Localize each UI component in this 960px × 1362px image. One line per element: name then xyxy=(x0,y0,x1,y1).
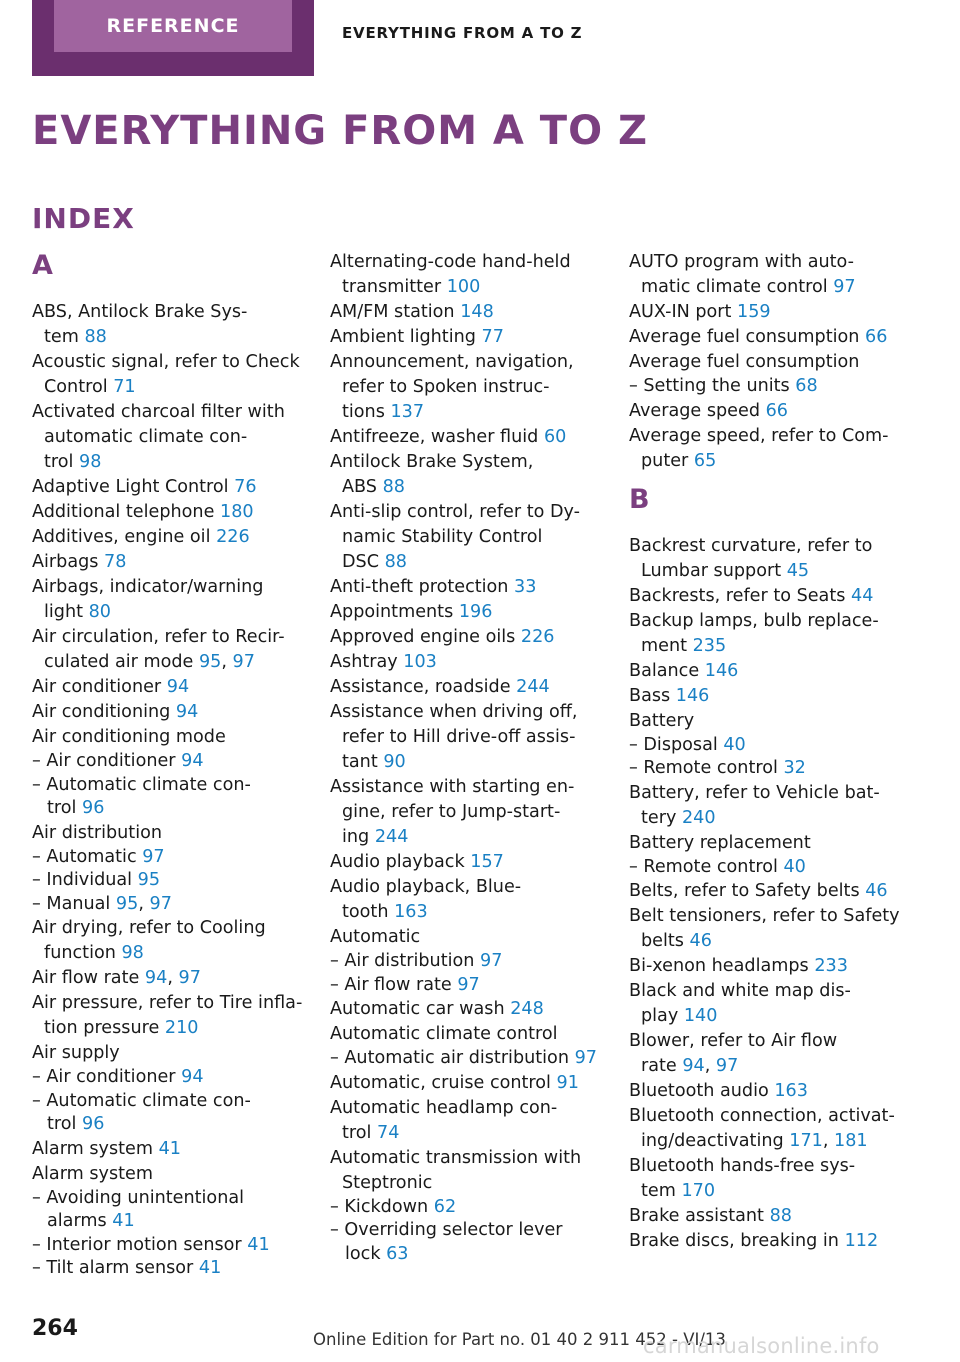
page-link[interactable]: 78 xyxy=(104,552,127,572)
entry-text: Backrest curvature, refer to xyxy=(629,535,873,556)
entry-text: Air conditioning mode xyxy=(32,727,226,747)
entry-text: trol xyxy=(342,1122,377,1143)
section-title: EVERYTHING FROM A TO Z xyxy=(342,24,583,42)
index-subentry xyxy=(330,974,602,998)
entry-text: – Automatic air distribution xyxy=(330,1048,575,1068)
entry-text: – Air flow rate xyxy=(330,974,458,995)
entry-text: Additional telephone xyxy=(32,502,220,522)
page-link[interactable]: 45 xyxy=(786,560,810,581)
index-entry xyxy=(629,831,901,856)
entry-text: Black and white map dis- xyxy=(629,981,851,1001)
entry-text: – Setting the units xyxy=(629,376,796,396)
page-link[interactable]: 46 xyxy=(689,931,712,951)
entry-text: function xyxy=(44,943,122,963)
index-entry xyxy=(629,979,901,1029)
index-entry xyxy=(629,399,901,424)
page-link[interactable]: 94 xyxy=(682,1056,705,1076)
page-link[interactable]: 137 xyxy=(390,402,425,422)
entry-text: Alarm system xyxy=(32,1163,153,1184)
entry-text: gine, refer to Jump-start- xyxy=(342,802,561,822)
page-link[interactable]: 112 xyxy=(844,1231,879,1251)
index-subentry xyxy=(330,1219,602,1266)
index-entry xyxy=(32,700,302,725)
index-entry xyxy=(32,400,302,475)
index-entry xyxy=(330,575,602,600)
entry-text: refer to Hill drive-off assis- xyxy=(342,727,576,747)
entry-text: Bi-xenon headlamps xyxy=(629,956,815,976)
index-entry xyxy=(629,250,901,300)
page-link[interactable]: 95 xyxy=(137,870,161,890)
page-link[interactable]: 235 xyxy=(692,635,727,656)
page-link[interactable]: 103 xyxy=(403,652,437,672)
page-link[interactable]: 98 xyxy=(121,943,144,963)
page-link[interactable]: 100 xyxy=(446,277,481,297)
entry-text: Automatic xyxy=(330,927,421,947)
index-entry xyxy=(32,475,302,500)
entry-text: automatic climate con- xyxy=(44,427,248,447)
index-entry xyxy=(330,1022,602,1047)
page-link[interactable]: 248 xyxy=(510,999,544,1019)
entry-text: rate xyxy=(641,1056,683,1076)
index-entry xyxy=(32,1041,302,1066)
page-link[interactable]: 140 xyxy=(683,1006,718,1026)
index-entry xyxy=(330,600,602,625)
page-link[interactable]: 96 xyxy=(82,1114,105,1134)
index-entry xyxy=(330,850,602,875)
index-entry xyxy=(629,300,901,325)
index-entry xyxy=(629,534,901,584)
index-subentry xyxy=(330,950,602,974)
entry-text: tem xyxy=(641,1181,682,1201)
index-entry xyxy=(330,325,602,350)
edition-note: Online Edition for Part no. 01 40 2 911 452 - VI/13 xyxy=(313,1330,726,1349)
entry-text: ABS, Antilock Brake Sys- xyxy=(32,302,248,322)
index-subentry xyxy=(629,856,901,880)
entry-text: Antifreeze, washer fluid xyxy=(330,427,544,447)
entry-text: Battery replacement xyxy=(629,832,811,853)
page-link[interactable]: 97 xyxy=(149,893,172,914)
index-subentry xyxy=(32,1234,302,1258)
entry-text: Belt tensioners, refer to Safety xyxy=(629,906,900,926)
page-link[interactable]: 181 xyxy=(834,1131,868,1151)
entry-text: Brake assistant xyxy=(629,1206,770,1226)
index-entry xyxy=(32,916,302,966)
entry-text: Ambient lighting xyxy=(330,327,482,347)
page-link[interactable]: 97 xyxy=(142,846,165,867)
entry-text: Bass xyxy=(629,685,676,706)
entry-text: Air drying, refer to Cooling xyxy=(32,918,266,938)
entry-text: – Air conditioner xyxy=(32,1067,182,1087)
index-entry xyxy=(629,1204,901,1229)
entry-text: Anti-theft protection xyxy=(330,577,515,597)
index-subentry xyxy=(32,774,302,821)
entry-text: refer to Spoken instruc- xyxy=(342,377,550,397)
page-link[interactable]: 40 xyxy=(783,856,806,877)
page-link[interactable]: 163 xyxy=(774,1081,808,1101)
page-link[interactable]: 41 xyxy=(158,1138,181,1159)
page-link[interactable]: 80 xyxy=(88,602,111,622)
index-entry xyxy=(629,584,901,609)
index-entry xyxy=(629,350,901,375)
index-entry xyxy=(32,991,302,1041)
entry-text: matic climate control xyxy=(641,277,834,297)
page-link[interactable]: 66 xyxy=(765,400,788,421)
entry-text: Antilock Brake System, xyxy=(330,452,534,472)
entry-text: Average speed xyxy=(629,400,766,421)
page-link[interactable]: 226 xyxy=(216,527,250,547)
page-link[interactable]: 163 xyxy=(394,902,428,922)
page-link[interactable]: 90 xyxy=(383,752,406,772)
entry-text: Backup lamps, bulb replace- xyxy=(629,610,879,631)
entry-text: Audio playback xyxy=(330,852,471,872)
page-link[interactable]: 95 xyxy=(115,893,139,914)
index-entry xyxy=(330,425,602,450)
page-title: EVERYTHING FROM A TO Z xyxy=(32,108,649,154)
entry-text: Average fuel consumption xyxy=(629,352,860,372)
entry-text: belts xyxy=(641,931,690,951)
entry-text: tem xyxy=(44,327,85,347)
page-link[interactable]: 41 xyxy=(198,1258,222,1278)
entry-text: Automatic transmission with xyxy=(330,1147,582,1168)
index-subentry xyxy=(629,375,901,399)
entry-text: Airbags xyxy=(32,552,105,572)
page-link[interactable]: 146 xyxy=(675,685,710,706)
entry-text: tant xyxy=(342,752,384,772)
entry-text: Lumbar support xyxy=(641,560,787,581)
index-entry xyxy=(330,1096,602,1146)
entry-text: – Air distribution xyxy=(330,951,480,971)
entry-text: ABS xyxy=(342,477,383,497)
entry-text: Air conditioner xyxy=(32,677,167,697)
entry-text: culated air mode xyxy=(44,652,199,672)
entry-text: Appointments xyxy=(330,602,459,622)
entry-text: – Disposal xyxy=(629,734,724,755)
index-entry xyxy=(32,675,302,700)
index-subentry xyxy=(32,1090,302,1137)
entry-text: Battery, refer to Vehicle bat- xyxy=(629,782,880,803)
page-link[interactable]: 146 xyxy=(704,660,739,681)
entry-text: Air supply xyxy=(32,1043,120,1063)
index-entry xyxy=(629,879,901,904)
entry-text: play xyxy=(641,1006,684,1026)
index-entry xyxy=(629,781,901,831)
page-link[interactable]: 88 xyxy=(84,327,107,347)
index-entry xyxy=(629,1079,901,1104)
page-link[interactable]: 88 xyxy=(769,1206,792,1226)
page-link[interactable]: 170 xyxy=(681,1181,716,1201)
entry-text: – Automatic climate con- xyxy=(32,774,251,795)
index-entry xyxy=(32,525,302,550)
index-letter-heading: B xyxy=(629,483,650,515)
entry-text: AM/FM station xyxy=(330,302,461,322)
entry-text: lock xyxy=(345,1243,387,1264)
watermark: carmanualsonline.info xyxy=(643,1334,880,1358)
entry-text: Brake discs, breaking in xyxy=(629,1231,845,1251)
page-link[interactable]: 33 xyxy=(514,577,537,597)
page-link[interactable]: 233 xyxy=(814,956,848,976)
entry-text: Average fuel consumption xyxy=(629,327,865,347)
entry-text: Air conditioning xyxy=(32,702,176,722)
entry-text: trol xyxy=(47,798,82,818)
entry-text: Activated charcoal filter with xyxy=(32,402,285,422)
index-entry xyxy=(330,700,602,775)
entry-text: trol xyxy=(44,452,79,472)
index-subentry xyxy=(330,1196,602,1220)
page-link[interactable]: 94 xyxy=(144,968,168,988)
entry-text: – Automatic climate con- xyxy=(32,1090,251,1111)
entry-text: Average speed, refer to Com- xyxy=(629,425,889,446)
page-link[interactable]: 180 xyxy=(220,502,254,522)
entry-text: – Manual xyxy=(32,893,116,914)
page-link[interactable]: 210 xyxy=(164,1018,199,1038)
page-link[interactable]: 196 xyxy=(458,602,493,622)
page-link[interactable]: 74 xyxy=(377,1122,400,1143)
entry-text: Balance xyxy=(629,660,705,681)
entry-text: Airbags, indicator/warning xyxy=(32,577,264,597)
entry-text: Approved engine oils xyxy=(330,627,521,647)
entry-text: Automatic, cruise control xyxy=(330,1072,557,1093)
index-entry xyxy=(32,300,302,350)
entry-text: – Kickdown xyxy=(330,1196,434,1217)
entry-text: – Remote control xyxy=(629,758,784,778)
page-link[interactable]: 40 xyxy=(723,734,746,755)
entry-text: ing xyxy=(342,827,375,847)
index-entry xyxy=(629,954,901,979)
reference-tab[interactable] xyxy=(32,0,314,76)
index-entry xyxy=(32,821,302,846)
index-subentry xyxy=(629,734,901,758)
page-link[interactable]: 157 xyxy=(470,852,504,872)
page-link[interactable]: 97 xyxy=(232,652,255,672)
entry-text: Blower, refer to Air flow xyxy=(629,1031,838,1051)
page-number: 264 xyxy=(32,1316,78,1341)
index-entry xyxy=(32,575,302,625)
index-entry xyxy=(629,659,901,684)
entry-text: trol xyxy=(47,1114,82,1134)
page-link[interactable]: 97 xyxy=(178,968,201,988)
entry-text: AUTO program with auto- xyxy=(629,252,854,272)
entry-text: Air circulation, refer to Recir- xyxy=(32,627,285,647)
entry-text: tery xyxy=(641,807,682,828)
entry-text: Assistance when driving off, xyxy=(330,702,578,722)
entry-text: AUX-IN port xyxy=(629,302,738,322)
index-subentry xyxy=(32,1066,302,1090)
page-link[interactable]: 159 xyxy=(737,302,771,322)
entry-text: Control xyxy=(44,377,114,397)
index-subentry xyxy=(32,1257,302,1281)
index-entry xyxy=(629,325,901,350)
entry-text: DSC xyxy=(342,552,385,572)
index-entry xyxy=(629,424,901,474)
page-link[interactable]: 44 xyxy=(851,585,874,606)
index-entry xyxy=(330,997,602,1022)
entry-text: transmitter xyxy=(342,277,447,297)
entry-text: Assistance, roadside xyxy=(330,677,517,697)
index-entry: Air flow rate 94, 97 xyxy=(32,968,201,988)
entry-text: Alarm system xyxy=(32,1138,159,1159)
index-entry: Blower, refer to Air flow rate 94, 97 xyxy=(629,1031,838,1076)
entry-text: Backrests, refer to Seats xyxy=(629,585,852,606)
index-entry xyxy=(32,550,302,575)
index-column-1 xyxy=(32,250,302,1281)
page-link[interactable]: 66 xyxy=(865,327,888,347)
index-entry xyxy=(330,650,602,675)
page-link[interactable]: 63 xyxy=(386,1243,409,1264)
page-link[interactable]: 148 xyxy=(460,302,494,322)
index-entry xyxy=(330,500,602,575)
index-entry: Bluetooth connection, activat- ing/deactivating 171, 181 xyxy=(629,1106,895,1151)
index-entry xyxy=(330,625,602,650)
entry-text: Steptronic xyxy=(342,1172,433,1193)
entry-text: – Overriding selector lever xyxy=(330,1220,563,1240)
entry-text: Air pressure, refer to Tire infla- xyxy=(32,993,303,1013)
entry-text: Announcement, navigation, xyxy=(330,352,574,372)
index-entry xyxy=(32,350,302,400)
index-entry xyxy=(330,250,602,300)
index-entry xyxy=(629,684,901,709)
entry-text: Automatic climate control xyxy=(330,1024,558,1044)
page-link[interactable]: 97 xyxy=(457,974,480,995)
page-link[interactable]: 71 xyxy=(113,377,136,397)
index-entry xyxy=(32,725,302,750)
page-link[interactable]: 171 xyxy=(789,1131,823,1151)
page-link[interactable]: 97 xyxy=(833,277,856,297)
entry-text: – Individual xyxy=(32,870,138,890)
index-entry xyxy=(330,1146,602,1196)
page-link[interactable]: 77 xyxy=(481,327,504,347)
index-letter-heading: A xyxy=(32,250,53,281)
entry-text: Automatic headlamp con- xyxy=(330,1097,558,1118)
index-entry xyxy=(629,904,901,954)
entry-text: light xyxy=(44,602,89,622)
page-link[interactable]: 32 xyxy=(783,758,806,778)
page-link[interactable]: 41 xyxy=(247,1234,270,1255)
index-subentry xyxy=(32,869,302,893)
page-link[interactable]: 96 xyxy=(82,798,105,818)
page-link[interactable]: 46 xyxy=(865,881,888,901)
entry-text: – Avoiding unintentional xyxy=(32,1187,245,1208)
page-link[interactable]: 94 xyxy=(181,1067,204,1087)
page-link[interactable]: 88 xyxy=(384,552,407,572)
index-entry xyxy=(629,1154,901,1204)
reference-tab-label: REFERENCE xyxy=(54,0,292,52)
entry-text: Bluetooth audio xyxy=(629,1081,775,1101)
entry-text: – Tilt alarm sensor xyxy=(32,1258,199,1278)
index-entry xyxy=(32,1162,302,1187)
entry-text: Air flow rate xyxy=(32,968,145,988)
index-entry xyxy=(330,300,602,325)
entry-text: Adaptive Light Control xyxy=(32,477,235,497)
index-entry xyxy=(32,1137,302,1162)
entry-text: Automatic car wash xyxy=(330,999,511,1019)
index-entry xyxy=(629,709,901,734)
index-column-3 xyxy=(629,250,901,1254)
entry-text: – Air conditioner xyxy=(32,751,182,771)
index-column-2 xyxy=(330,250,602,1266)
index-heading: INDEX xyxy=(32,202,135,235)
page-link[interactable]: 41 xyxy=(112,1211,135,1231)
index-subentry xyxy=(330,1047,602,1071)
index-entry xyxy=(330,925,602,950)
index-subentry xyxy=(32,1187,302,1234)
entry-text: Bluetooth connection, activat- xyxy=(629,1106,895,1126)
entry-text: – Remote control xyxy=(629,856,784,877)
page-link[interactable]: 60 xyxy=(543,427,567,447)
page-link[interactable]: 98 xyxy=(79,452,102,472)
page-link[interactable]: 244 xyxy=(516,677,550,697)
entry-text: ment xyxy=(641,635,693,656)
entry-text: Bluetooth hands-free sys- xyxy=(629,1156,856,1176)
index-entry xyxy=(330,350,602,425)
page-link[interactable]: 95 xyxy=(198,652,222,672)
page-link[interactable]: 97 xyxy=(574,1048,597,1068)
entry-text: Air distribution xyxy=(32,822,163,843)
index-entry xyxy=(32,500,302,525)
entry-text: tions xyxy=(342,402,391,422)
entry-text: Acoustic signal, refer to Check xyxy=(32,352,300,372)
entry-text: Alternating-code hand-held xyxy=(330,252,571,272)
index-entry xyxy=(629,1229,901,1254)
page-link[interactable]: 94 xyxy=(166,677,190,697)
index-subentry xyxy=(629,757,901,781)
entry-text: alarms xyxy=(47,1211,113,1231)
page-link[interactable]: 97 xyxy=(715,1056,739,1076)
index-entry xyxy=(330,1071,602,1096)
entry-text: – Automatic xyxy=(32,846,143,867)
page-link[interactable]: 62 xyxy=(433,1196,457,1217)
index-subentry xyxy=(32,750,302,774)
entry-text: tion pressure xyxy=(44,1018,165,1038)
index-entry xyxy=(330,675,602,700)
entry-text: Battery xyxy=(629,710,695,731)
entry-text: puter xyxy=(641,450,694,471)
page-link[interactable]: 65 xyxy=(693,450,717,471)
entry-text: Belts, refer to Safety belts xyxy=(629,881,866,901)
index-subentry xyxy=(32,846,302,870)
page-link[interactable]: 97 xyxy=(480,951,503,971)
page-link[interactable]: 68 xyxy=(795,376,818,396)
entry-text: – Interior motion sensor xyxy=(32,1234,248,1255)
page-link[interactable]: 88 xyxy=(382,477,405,497)
index-entry xyxy=(330,775,602,850)
page-link[interactable]: 91 xyxy=(556,1072,579,1093)
index-subentry: – Manual 95, 97 xyxy=(32,893,172,914)
entry-text: Anti-slip control, refer to Dy- xyxy=(330,502,580,522)
index-entry xyxy=(330,875,602,925)
entry-text: Ashtray xyxy=(330,652,404,672)
index-entry: Air circulation, refer to Recir- culated air mode 95, 97 xyxy=(32,627,285,672)
index-entry xyxy=(629,609,901,659)
page-link[interactable]: 76 xyxy=(234,477,257,497)
page-link[interactable]: 94 xyxy=(175,702,199,722)
page-link[interactable]: 226 xyxy=(520,627,555,647)
entry-text: Additives, engine oil xyxy=(32,527,217,547)
entry-text: ing/deactivating xyxy=(641,1131,790,1151)
page-link[interactable]: 240 xyxy=(681,807,716,828)
entry-text: tooth xyxy=(342,902,395,922)
entry-text: namic Stability Control xyxy=(342,527,543,547)
page-link[interactable]: 94 xyxy=(181,751,204,771)
page-link[interactable]: 244 xyxy=(374,827,409,847)
entry-text: Audio playback, Blue- xyxy=(330,877,522,897)
index-entry xyxy=(330,450,602,500)
entry-text: Assistance with starting en- xyxy=(330,777,575,797)
